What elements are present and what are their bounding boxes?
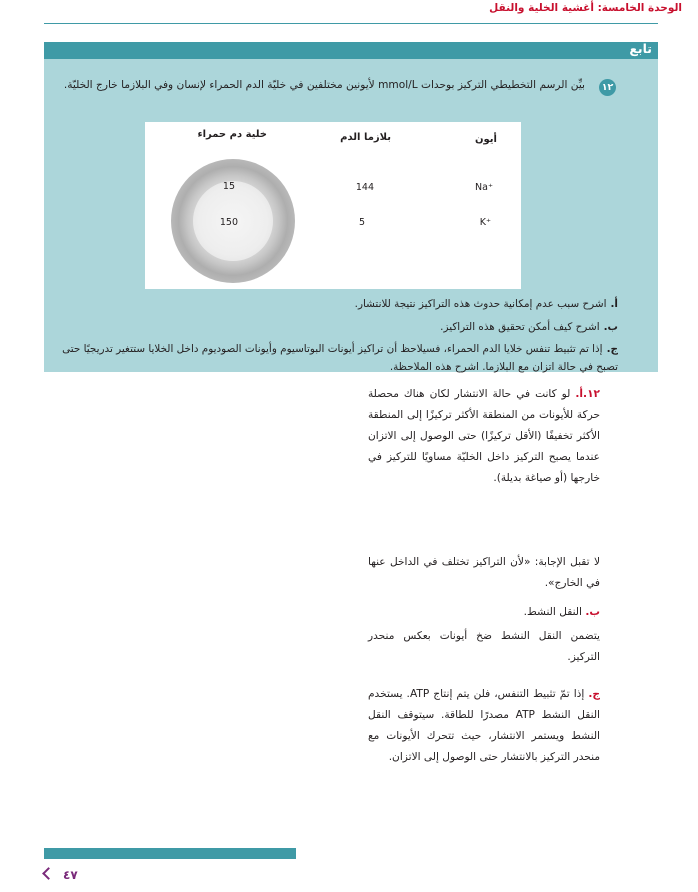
unit-title: الوحدة الخامسة: أغشية الخلية والنقل (489, 2, 682, 14)
header-rule (44, 23, 658, 24)
sub-question-a-text: اشرح سبب عدم إمكانية حدوث هذه التراكيز نتيجة للانتشار. (354, 298, 607, 310)
answer-c-text: إذا تمّ تثبيط التنفس، فلن يتم إنتاج ATP. يستخدم النقل النشط ATP مصدرًا للطاقة. سيتوقف النقل النشط ويستمر الانتشار، حيث تتحرك الأيونات مع منحدر التركيز بالانتشار حتى الوصول إلى الاتزان. (368, 688, 600, 763)
plasma-na-value: 144 (355, 182, 374, 193)
plasma-k-value: 5 (358, 217, 365, 228)
sub-question-c-text: إذا تم تثبيط تنفس خلايا الدم الحمراء، فسيلاحظ أن تراكيز أيونات البوتاسيوم وأيونات الصوديوم داخل الخلايا ستتغير تدريجيًا حتى تصبح في حالة اتزان مع البلازما. اشرح هذه الملاحظة. (62, 343, 618, 373)
ion-na: Na⁺ (475, 182, 493, 193)
cell-column-header: خلية دم حمراء (197, 129, 267, 140)
answer-a-note: لا تقبل الإجابة: «لأن التراكيز تختلف في الداخل عنها في الخارج». (368, 556, 600, 589)
answer-a (368, 384, 600, 489)
concentration-figure (145, 122, 521, 289)
sub-question-b-text: اشرح كيف أمكن تحقيق هذه التراكيز. (440, 321, 600, 333)
answer-a-text: لو كانت في حالة الانتشار لكان هناك محصلة حركة للأيونات من المنطقة الأكثر تركيزًا إلى المنطقة الأكثر تخفيفًا (الأقل تركيزًا) حتى الوصول إلى الاتزان عندما يصبح التركيز داخل الخليّة مساويًا للتركيز في خارجها (أو صياغة بديلة). (368, 388, 600, 484)
sub-question-b (58, 318, 618, 336)
question-number-badge: ١٢ (599, 79, 616, 96)
footer-bar (44, 848, 296, 859)
question-text: بيِّن الرسم التخطيطي التركيز بوحدات mmol/L لأيونين مختلفين في خليّة الدم الحمراء لإنسان وفي البلازما خارج الخليّة. (63, 79, 585, 91)
cell-na-value: 15 (222, 181, 235, 192)
continued-label: تابع (629, 41, 652, 56)
page-number (44, 868, 78, 882)
plasma-column-header: بلازما الدم (340, 132, 391, 143)
ion-k: K⁺ (479, 217, 491, 228)
answer-c (368, 684, 600, 768)
sub-question-a-letter: أ. (610, 298, 618, 310)
answer-a-label: ١٢.أ. (575, 388, 600, 400)
answer-b-label: ب. (585, 606, 600, 618)
sub-question-c-letter: ج. (606, 343, 618, 355)
ion-column-header: أيون (475, 134, 497, 145)
continued-bar (44, 42, 658, 59)
chevron-left-icon[interactable] (42, 867, 55, 880)
sub-question-a (58, 295, 618, 313)
answer-b-text: يتضمن النقل النشط ضخ أيونات بعكس منحدر التركيز. (368, 630, 600, 663)
question-panel (44, 42, 658, 372)
page-number-text: ٤٧ (63, 868, 78, 882)
answer-b-title: النقل النشط. (523, 606, 582, 618)
cell-k-value: 150 (219, 217, 238, 228)
sub-question-b-letter: ب. (603, 321, 618, 333)
answer-c-label: ج. (588, 688, 600, 700)
answer-b (368, 602, 600, 623)
sub-question-c (48, 340, 618, 376)
